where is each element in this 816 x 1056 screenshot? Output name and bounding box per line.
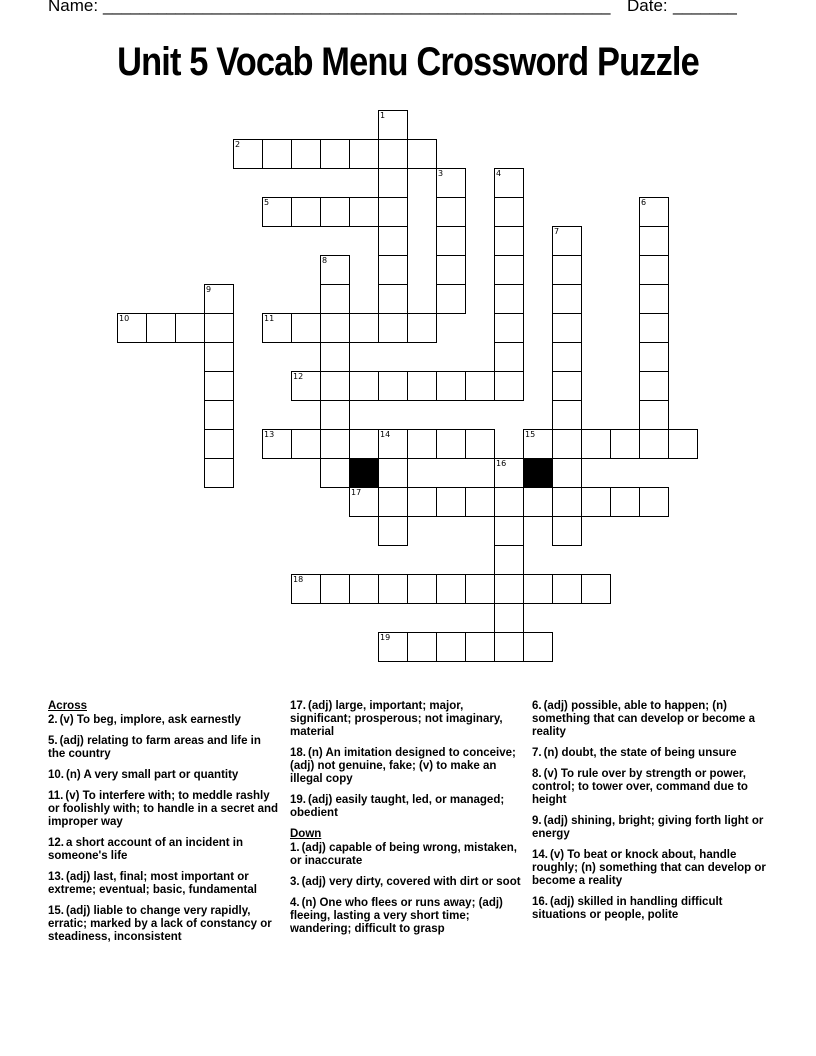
cell-number: 15 bbox=[525, 430, 536, 439]
cell-number: 7 bbox=[554, 227, 560, 236]
grid-cell[interactable] bbox=[436, 371, 466, 401]
clue-number: 8. bbox=[532, 768, 542, 780]
grid-cell[interactable] bbox=[320, 574, 350, 604]
cell-number: 4 bbox=[496, 169, 502, 178]
grid-cell[interactable] bbox=[465, 632, 495, 662]
grid-cell[interactable] bbox=[320, 458, 350, 488]
grid-cell[interactable] bbox=[552, 458, 582, 488]
grid-cell[interactable] bbox=[407, 574, 437, 604]
grid-black-cell bbox=[523, 458, 553, 488]
grid-cell[interactable] bbox=[552, 429, 582, 459]
name-label: Name: bbox=[48, 0, 99, 15]
grid-cell[interactable] bbox=[378, 110, 408, 140]
grid-cell[interactable] bbox=[204, 400, 234, 430]
grid-cell[interactable] bbox=[320, 255, 350, 285]
clue-text: (v) To interfere with; to meddle rashly or foolishly with; to handle in a secret and improper way bbox=[48, 790, 279, 828]
grid-cell[interactable] bbox=[291, 197, 321, 227]
grid-cell[interactable] bbox=[204, 342, 234, 372]
grid-cell[interactable] bbox=[494, 545, 524, 575]
clue-text: (n) A very small part or quantity bbox=[66, 769, 239, 781]
cell-number: 14 bbox=[380, 430, 391, 439]
clue-across-12 bbox=[48, 837, 280, 863]
grid-cell[interactable] bbox=[465, 487, 495, 517]
page-title: Unit 5 Vocab Menu Crossword Puzzle bbox=[117, 40, 699, 84]
cell-number: 8 bbox=[322, 256, 328, 265]
clue-number: 5. bbox=[48, 735, 58, 747]
grid-cell[interactable] bbox=[494, 226, 524, 256]
grid-cell[interactable] bbox=[465, 371, 495, 401]
grid-cell[interactable] bbox=[494, 255, 524, 285]
clue-across-19 bbox=[290, 794, 522, 820]
grid-cell[interactable] bbox=[320, 284, 350, 314]
grid-cell[interactable] bbox=[320, 400, 350, 430]
across-heading: Across bbox=[48, 700, 87, 712]
grid-cell[interactable] bbox=[291, 313, 321, 343]
clue-number: 18. bbox=[290, 747, 306, 759]
grid-cell[interactable] bbox=[320, 371, 350, 401]
cell-number: 13 bbox=[264, 430, 275, 439]
grid-cell[interactable] bbox=[494, 342, 524, 372]
grid-cell[interactable] bbox=[204, 458, 234, 488]
grid-cell[interactable] bbox=[117, 313, 147, 343]
cell-number: 19 bbox=[380, 633, 391, 642]
grid-cell[interactable] bbox=[581, 429, 611, 459]
clue-text: (v) To rule over by strength or power, control; to tower over, command due to height bbox=[532, 768, 748, 806]
grid-cell[interactable] bbox=[204, 284, 234, 314]
grid-cell[interactable] bbox=[494, 632, 524, 662]
name-line[interactable]: ________________________________________________________ bbox=[103, 0, 611, 15]
cell-number: 16 bbox=[496, 459, 507, 468]
cell-number: 3 bbox=[438, 169, 444, 178]
grid-cell[interactable] bbox=[668, 429, 698, 459]
grid-cell[interactable] bbox=[436, 574, 466, 604]
clue-down-1 bbox=[290, 842, 522, 868]
clue-across-2 bbox=[48, 714, 280, 727]
grid-cell[interactable] bbox=[291, 429, 321, 459]
grid-cell[interactable] bbox=[436, 487, 466, 517]
grid-cell[interactable] bbox=[378, 458, 408, 488]
grid-cell[interactable] bbox=[552, 226, 582, 256]
clue-number: 19. bbox=[290, 794, 306, 806]
clue-text: (adj) possible, able to happen; (n) something that can develop or become a reality bbox=[532, 700, 756, 738]
grid-cell[interactable] bbox=[233, 139, 263, 169]
grid-cell[interactable] bbox=[320, 429, 350, 459]
grid-cell[interactable] bbox=[494, 458, 524, 488]
grid-cell[interactable] bbox=[378, 429, 408, 459]
grid-cell[interactable] bbox=[378, 371, 408, 401]
grid-cell[interactable] bbox=[378, 139, 408, 169]
grid-cell[interactable] bbox=[320, 313, 350, 343]
grid-cell[interactable] bbox=[494, 574, 524, 604]
clue-text: (adj) very dirty, covered with dirt or soot bbox=[301, 876, 521, 888]
grid-cell[interactable] bbox=[378, 168, 408, 198]
grid-cell[interactable] bbox=[436, 284, 466, 314]
grid-cell[interactable] bbox=[523, 429, 553, 459]
clue-text: (n) An imitation designed to conceive; (adj) not genuine, fake; (v) to make an illegal copy bbox=[290, 747, 516, 785]
grid-cell[interactable] bbox=[378, 197, 408, 227]
grid-cell[interactable] bbox=[320, 342, 350, 372]
cell-number: 2 bbox=[235, 140, 241, 149]
cell-number: 1 bbox=[380, 111, 386, 120]
grid-cell[interactable] bbox=[262, 313, 292, 343]
grid-cell[interactable] bbox=[349, 429, 379, 459]
grid-cell[interactable] bbox=[494, 313, 524, 343]
grid-cell[interactable] bbox=[349, 487, 379, 517]
grid-cell[interactable] bbox=[581, 487, 611, 517]
clue-down-8 bbox=[532, 768, 772, 807]
grid-cell[interactable] bbox=[436, 429, 466, 459]
grid-cell[interactable] bbox=[436, 168, 466, 198]
grid-cell[interactable] bbox=[639, 284, 669, 314]
grid-cell[interactable] bbox=[378, 574, 408, 604]
grid-cell[interactable] bbox=[378, 255, 408, 285]
clue-down-3 bbox=[290, 876, 522, 889]
grid-cell[interactable] bbox=[262, 429, 292, 459]
grid-cell[interactable] bbox=[175, 313, 205, 343]
grid-cell[interactable] bbox=[378, 632, 408, 662]
grid-cell[interactable] bbox=[436, 632, 466, 662]
grid-cell[interactable] bbox=[581, 574, 611, 604]
grid-cell[interactable] bbox=[494, 371, 524, 401]
clue-text: (adj) relating to farm areas and life in the country bbox=[48, 735, 261, 760]
clue-number: 2. bbox=[48, 714, 58, 726]
clue-text: (adj) easily taught, led, or managed; obedient bbox=[290, 794, 505, 819]
grid-cell[interactable] bbox=[639, 313, 669, 343]
grid-cell[interactable] bbox=[320, 197, 350, 227]
clue-down-9 bbox=[532, 815, 772, 841]
grid-cell[interactable] bbox=[407, 139, 437, 169]
grid-cell[interactable] bbox=[204, 313, 234, 343]
grid-cell[interactable] bbox=[494, 168, 524, 198]
clue-across-15 bbox=[48, 905, 280, 944]
grid-cell[interactable] bbox=[204, 429, 234, 459]
grid-cell[interactable] bbox=[320, 139, 350, 169]
grid-cell[interactable] bbox=[639, 226, 669, 256]
grid-cell[interactable] bbox=[552, 342, 582, 372]
grid-cell[interactable] bbox=[291, 574, 321, 604]
clue-number: 6. bbox=[532, 700, 542, 712]
clue-across-11 bbox=[48, 790, 280, 829]
grid-cell[interactable] bbox=[639, 487, 669, 517]
clue-number: 16. bbox=[532, 896, 548, 908]
clue-column-2 bbox=[290, 700, 522, 944]
clue-number: 3. bbox=[290, 876, 300, 888]
clue-number: 15. bbox=[48, 905, 64, 917]
clue-down-14 bbox=[532, 849, 772, 888]
grid-cell[interactable] bbox=[378, 226, 408, 256]
grid-cell[interactable] bbox=[407, 632, 437, 662]
grid-cell[interactable] bbox=[262, 139, 292, 169]
grid-cell[interactable] bbox=[494, 197, 524, 227]
date-label: Date: bbox=[627, 0, 668, 15]
grid-cell[interactable] bbox=[552, 371, 582, 401]
grid-cell[interactable] bbox=[610, 487, 640, 517]
grid-black-cell bbox=[349, 458, 379, 488]
grid-cell[interactable] bbox=[349, 574, 379, 604]
grid-cell[interactable] bbox=[204, 371, 234, 401]
clue-text: (adj) capable of being wrong, mistaken, or inaccurate bbox=[290, 842, 517, 867]
grid-cell[interactable] bbox=[639, 255, 669, 285]
grid-cell[interactable] bbox=[552, 284, 582, 314]
clue-column-3 bbox=[532, 700, 772, 930]
grid-cell[interactable] bbox=[639, 400, 669, 430]
grid-cell[interactable] bbox=[407, 371, 437, 401]
clue-text: (n) One who flees or runs away; (adj) fleeing, lasting a very short time; wandering; difficult to grasp bbox=[290, 897, 503, 935]
grid-cell[interactable] bbox=[378, 516, 408, 546]
cell-number: 10 bbox=[119, 314, 130, 323]
cell-number: 17 bbox=[351, 488, 362, 497]
grid-cell[interactable] bbox=[523, 487, 553, 517]
grid-cell[interactable] bbox=[494, 487, 524, 517]
grid-cell[interactable] bbox=[465, 574, 495, 604]
clue-number: 7. bbox=[532, 747, 542, 759]
clue-text: (adj) skilled in handling difficult situations or people, polite bbox=[532, 896, 723, 921]
clue-text: (n) doubt, the state of being unsure bbox=[543, 747, 737, 759]
clue-down-16 bbox=[532, 896, 772, 922]
grid-cell[interactable] bbox=[349, 313, 379, 343]
clue-text: (adj) large, important; major, significant; prosperous; not imaginary, material bbox=[290, 700, 503, 738]
grid-cell[interactable] bbox=[552, 400, 582, 430]
grid-cell[interactable] bbox=[523, 632, 553, 662]
grid-cell[interactable] bbox=[494, 284, 524, 314]
grid-cell[interactable] bbox=[639, 342, 669, 372]
clue-number: 17. bbox=[290, 700, 306, 712]
grid-cell[interactable] bbox=[407, 313, 437, 343]
grid-cell[interactable] bbox=[639, 429, 669, 459]
grid-cell[interactable] bbox=[639, 197, 669, 227]
clue-across-18 bbox=[290, 747, 522, 786]
clue-text: (adj) liable to change very rapidly, erratic; marked by a lack of constancy or steadiness, inconsistent bbox=[48, 905, 272, 943]
grid-cell[interactable] bbox=[465, 429, 495, 459]
clue-number: 14. bbox=[532, 849, 548, 861]
grid-cell[interactable] bbox=[349, 139, 379, 169]
date-line[interactable]: _______ bbox=[673, 0, 737, 15]
grid-cell[interactable] bbox=[523, 574, 553, 604]
grid-cell[interactable] bbox=[349, 197, 379, 227]
grid-cell[interactable] bbox=[552, 574, 582, 604]
grid-cell[interactable] bbox=[436, 226, 466, 256]
grid-cell[interactable] bbox=[407, 429, 437, 459]
clue-number: 9. bbox=[532, 815, 542, 827]
clue-text: (v) To beg, implore, ask earnestly bbox=[59, 714, 241, 726]
grid-cell[interactable] bbox=[494, 603, 524, 633]
grid-cell[interactable] bbox=[146, 313, 176, 343]
cell-number: 12 bbox=[293, 372, 304, 381]
grid-cell[interactable] bbox=[552, 255, 582, 285]
grid-cell[interactable] bbox=[610, 429, 640, 459]
cell-number: 11 bbox=[264, 314, 275, 323]
clue-across-13 bbox=[48, 871, 280, 897]
cell-number: 9 bbox=[206, 285, 212, 294]
grid-cell[interactable] bbox=[494, 516, 524, 546]
cell-number: 18 bbox=[293, 575, 304, 584]
clue-down-6 bbox=[532, 700, 772, 739]
grid-cell[interactable] bbox=[378, 487, 408, 517]
clue-text: (adj) last, final; most important or extreme; eventual; basic, fundamental bbox=[48, 871, 257, 896]
grid-cell[interactable] bbox=[378, 284, 408, 314]
grid-cell[interactable] bbox=[262, 197, 292, 227]
clue-across-17 bbox=[290, 700, 522, 739]
clue-column-1 bbox=[48, 700, 280, 952]
clue-number: 12. bbox=[48, 837, 64, 849]
clue-number: 4. bbox=[290, 897, 300, 909]
grid-cell[interactable] bbox=[407, 487, 437, 517]
clue-text: (adj) shining, bright; giving forth light or energy bbox=[532, 815, 764, 840]
grid-cell[interactable] bbox=[349, 371, 379, 401]
clue-across-10 bbox=[48, 769, 280, 782]
down-heading: Down bbox=[290, 828, 322, 840]
clue-number: 1. bbox=[290, 842, 300, 854]
grid-cell[interactable] bbox=[436, 197, 466, 227]
grid-cell[interactable] bbox=[639, 371, 669, 401]
clue-down-4 bbox=[290, 897, 522, 936]
grid-cell[interactable] bbox=[552, 487, 582, 517]
cell-number: 6 bbox=[641, 198, 647, 207]
clue-text: a short account of an incident in someone's life bbox=[48, 837, 243, 862]
clue-number: 13. bbox=[48, 871, 64, 883]
cell-number: 5 bbox=[264, 198, 270, 207]
clue-number: 11. bbox=[48, 790, 64, 802]
grid-cell[interactable] bbox=[378, 313, 408, 343]
clue-across-5 bbox=[48, 735, 280, 761]
grid-cell[interactable] bbox=[552, 516, 582, 546]
grid-cell[interactable] bbox=[552, 313, 582, 343]
grid-cell[interactable] bbox=[291, 371, 321, 401]
clue-down-7 bbox=[532, 747, 772, 760]
clue-number: 10. bbox=[48, 769, 64, 781]
clue-text: (v) To beat or knock about, handle roughly; (n) something that can develop or become a reality bbox=[532, 849, 766, 887]
grid-cell[interactable] bbox=[291, 139, 321, 169]
grid-cell[interactable] bbox=[436, 255, 466, 285]
